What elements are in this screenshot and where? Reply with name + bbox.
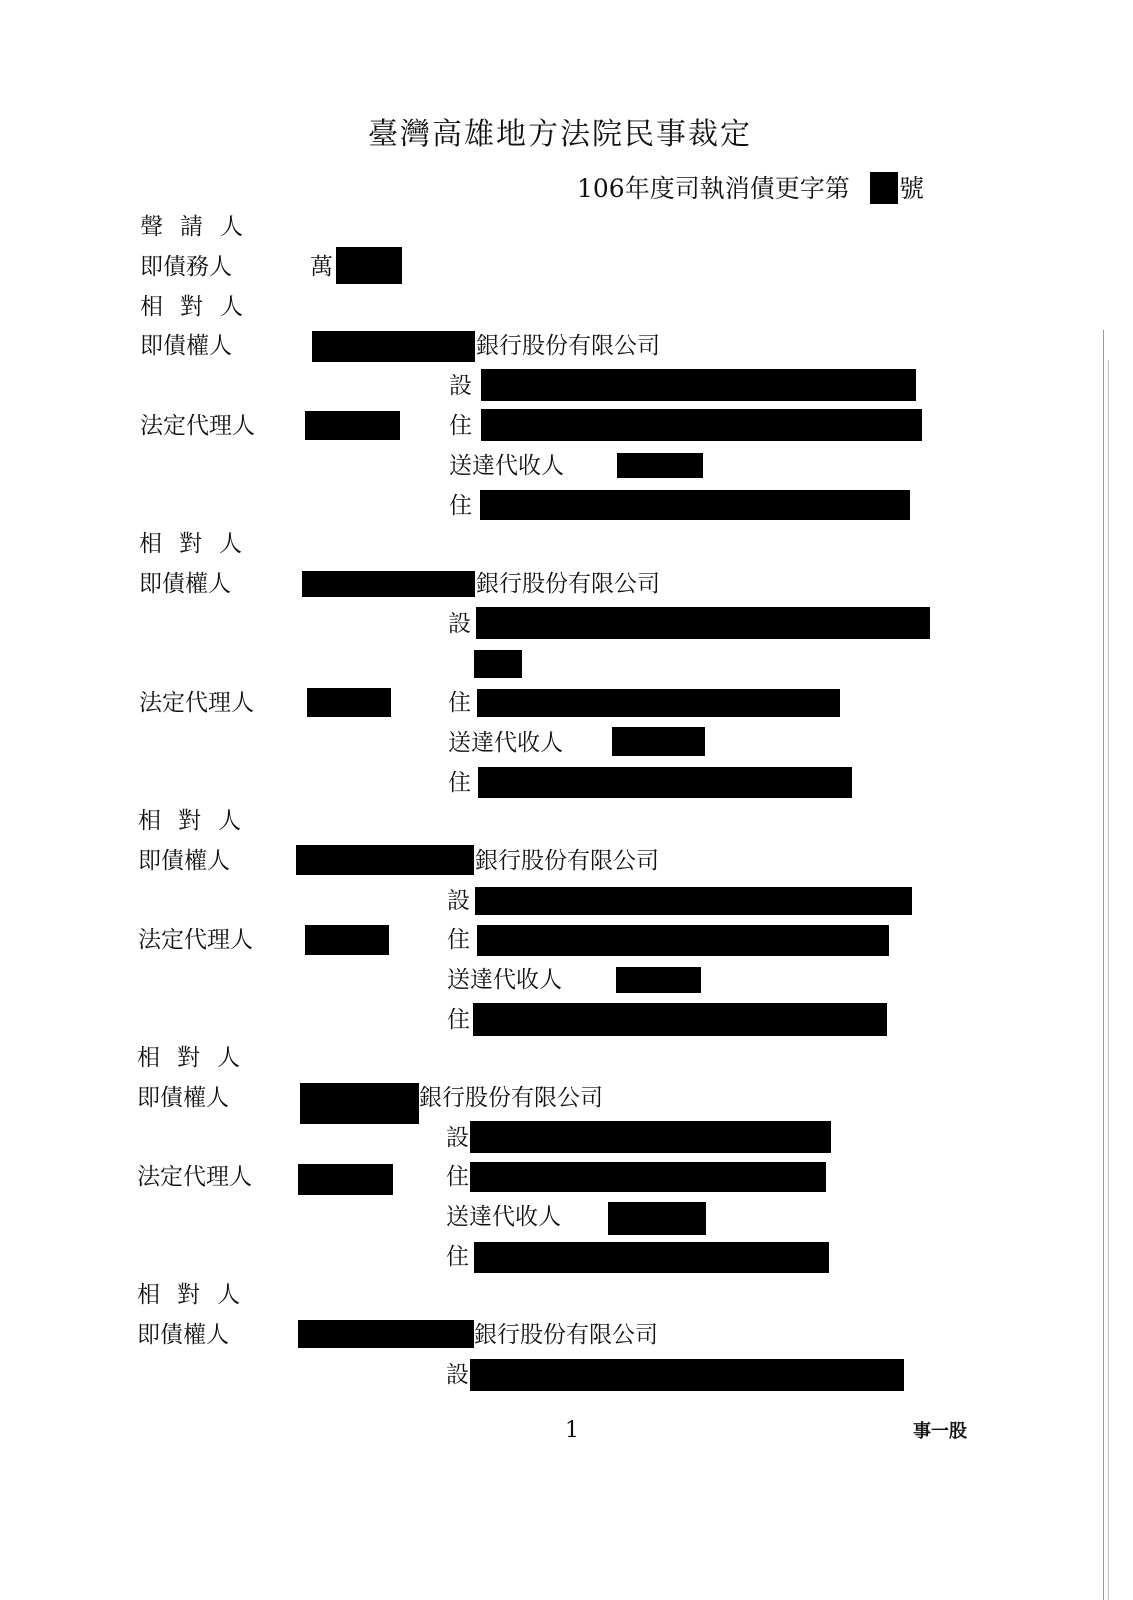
label-legal-rep: 法定代理人: [137, 1164, 252, 1190]
redaction-block: [312, 331, 475, 362]
label-address: 住: [448, 690, 471, 716]
redaction-block: [298, 1320, 474, 1348]
redaction-block: [617, 453, 703, 478]
label-address: 住: [449, 413, 472, 439]
label-address: 住: [448, 770, 471, 796]
label-legal-rep: 法定代理人: [139, 690, 254, 716]
redaction-block: [473, 1003, 887, 1036]
label-address: 住: [447, 1007, 470, 1033]
debtor-surname: 萬: [310, 254, 333, 280]
redaction-block: [470, 1121, 831, 1153]
division-label: 事一股: [913, 1421, 967, 1442]
label-address: 住: [446, 1164, 469, 1190]
label-location: 設: [448, 611, 471, 637]
label-opposing-party: 相對人: [138, 808, 258, 834]
redaction-block: [474, 1242, 829, 1273]
label-legal-rep: 法定代理人: [138, 927, 253, 953]
label-location: 設: [447, 888, 470, 914]
redaction-block: [307, 688, 391, 717]
scan-edge-line: [1103, 330, 1104, 1600]
bank-name-suffix: 銀行股份有限公司: [476, 333, 660, 359]
label-opposing-party: 相對人: [140, 294, 260, 320]
redaction-block: [470, 1359, 904, 1391]
bank-name-suffix: 銀行股份有限公司: [475, 848, 659, 874]
redaction-block: [480, 490, 910, 520]
redaction-block: [475, 887, 912, 915]
redaction-block: [300, 1083, 419, 1124]
bank-name-suffix: 銀行股份有限公司: [476, 571, 660, 597]
label-creditor: 即債權人: [139, 571, 231, 597]
case-number-prefix: 106年度司執消債更字第: [577, 174, 850, 203]
label-service-agent: 送達代收人: [446, 1204, 561, 1230]
label-opposing-party: 相對人: [137, 1282, 257, 1308]
label-legal-rep: 法定代理人: [140, 413, 255, 439]
redaction-block: [296, 845, 474, 875]
redaction-block: [616, 967, 701, 993]
label-address: 住: [449, 493, 472, 519]
redaction-block: [478, 767, 852, 798]
redaction-block: [477, 689, 840, 717]
redaction-block: [298, 1164, 393, 1195]
page-number: 1: [565, 1418, 579, 1443]
label-opposing-party: 相對人: [139, 531, 259, 557]
redaction-block: [870, 172, 898, 204]
redaction-block: [302, 571, 475, 597]
label-creditor: 即債權人: [137, 1322, 229, 1348]
label-creditor: 即債權人: [137, 1085, 229, 1111]
redaction-block: [305, 925, 389, 955]
label-address: 住: [447, 927, 470, 953]
label-location: 設: [449, 373, 472, 399]
redaction-block: [477, 925, 889, 956]
redaction-block: [481, 369, 916, 401]
label-creditor: 即債權人: [140, 333, 232, 359]
label-service-agent: 送達代收人: [447, 967, 562, 993]
label-address: 住: [446, 1244, 469, 1270]
bank-name-suffix: 銀行股份有限公司: [419, 1085, 603, 1111]
label-location: 設: [446, 1362, 469, 1388]
redaction-block: [476, 607, 930, 639]
label-applicant: 聲請人: [140, 214, 260, 240]
label-opposing-party: 相對人: [137, 1045, 257, 1071]
redaction-block: [608, 1202, 706, 1235]
label-service-agent: 送達代收人: [448, 730, 563, 756]
label-service-agent: 送達代收人: [449, 453, 564, 479]
redaction-block: [336, 247, 402, 284]
redaction-block: [481, 409, 922, 441]
scan-edge-line: [1108, 360, 1109, 1600]
redaction-block: [305, 411, 400, 440]
bank-name-suffix: 銀行股份有限公司: [474, 1322, 658, 1348]
case-number-suffix: 號: [899, 174, 925, 203]
redaction-block: [470, 1162, 826, 1192]
document-title: 臺灣高雄地方法院民事裁定: [368, 117, 752, 152]
label-creditor: 即債權人: [138, 848, 230, 874]
label-location: 設: [446, 1125, 469, 1151]
label-debtor: 即債務人: [140, 254, 232, 280]
redaction-block: [474, 650, 522, 678]
redaction-block: [612, 727, 705, 756]
